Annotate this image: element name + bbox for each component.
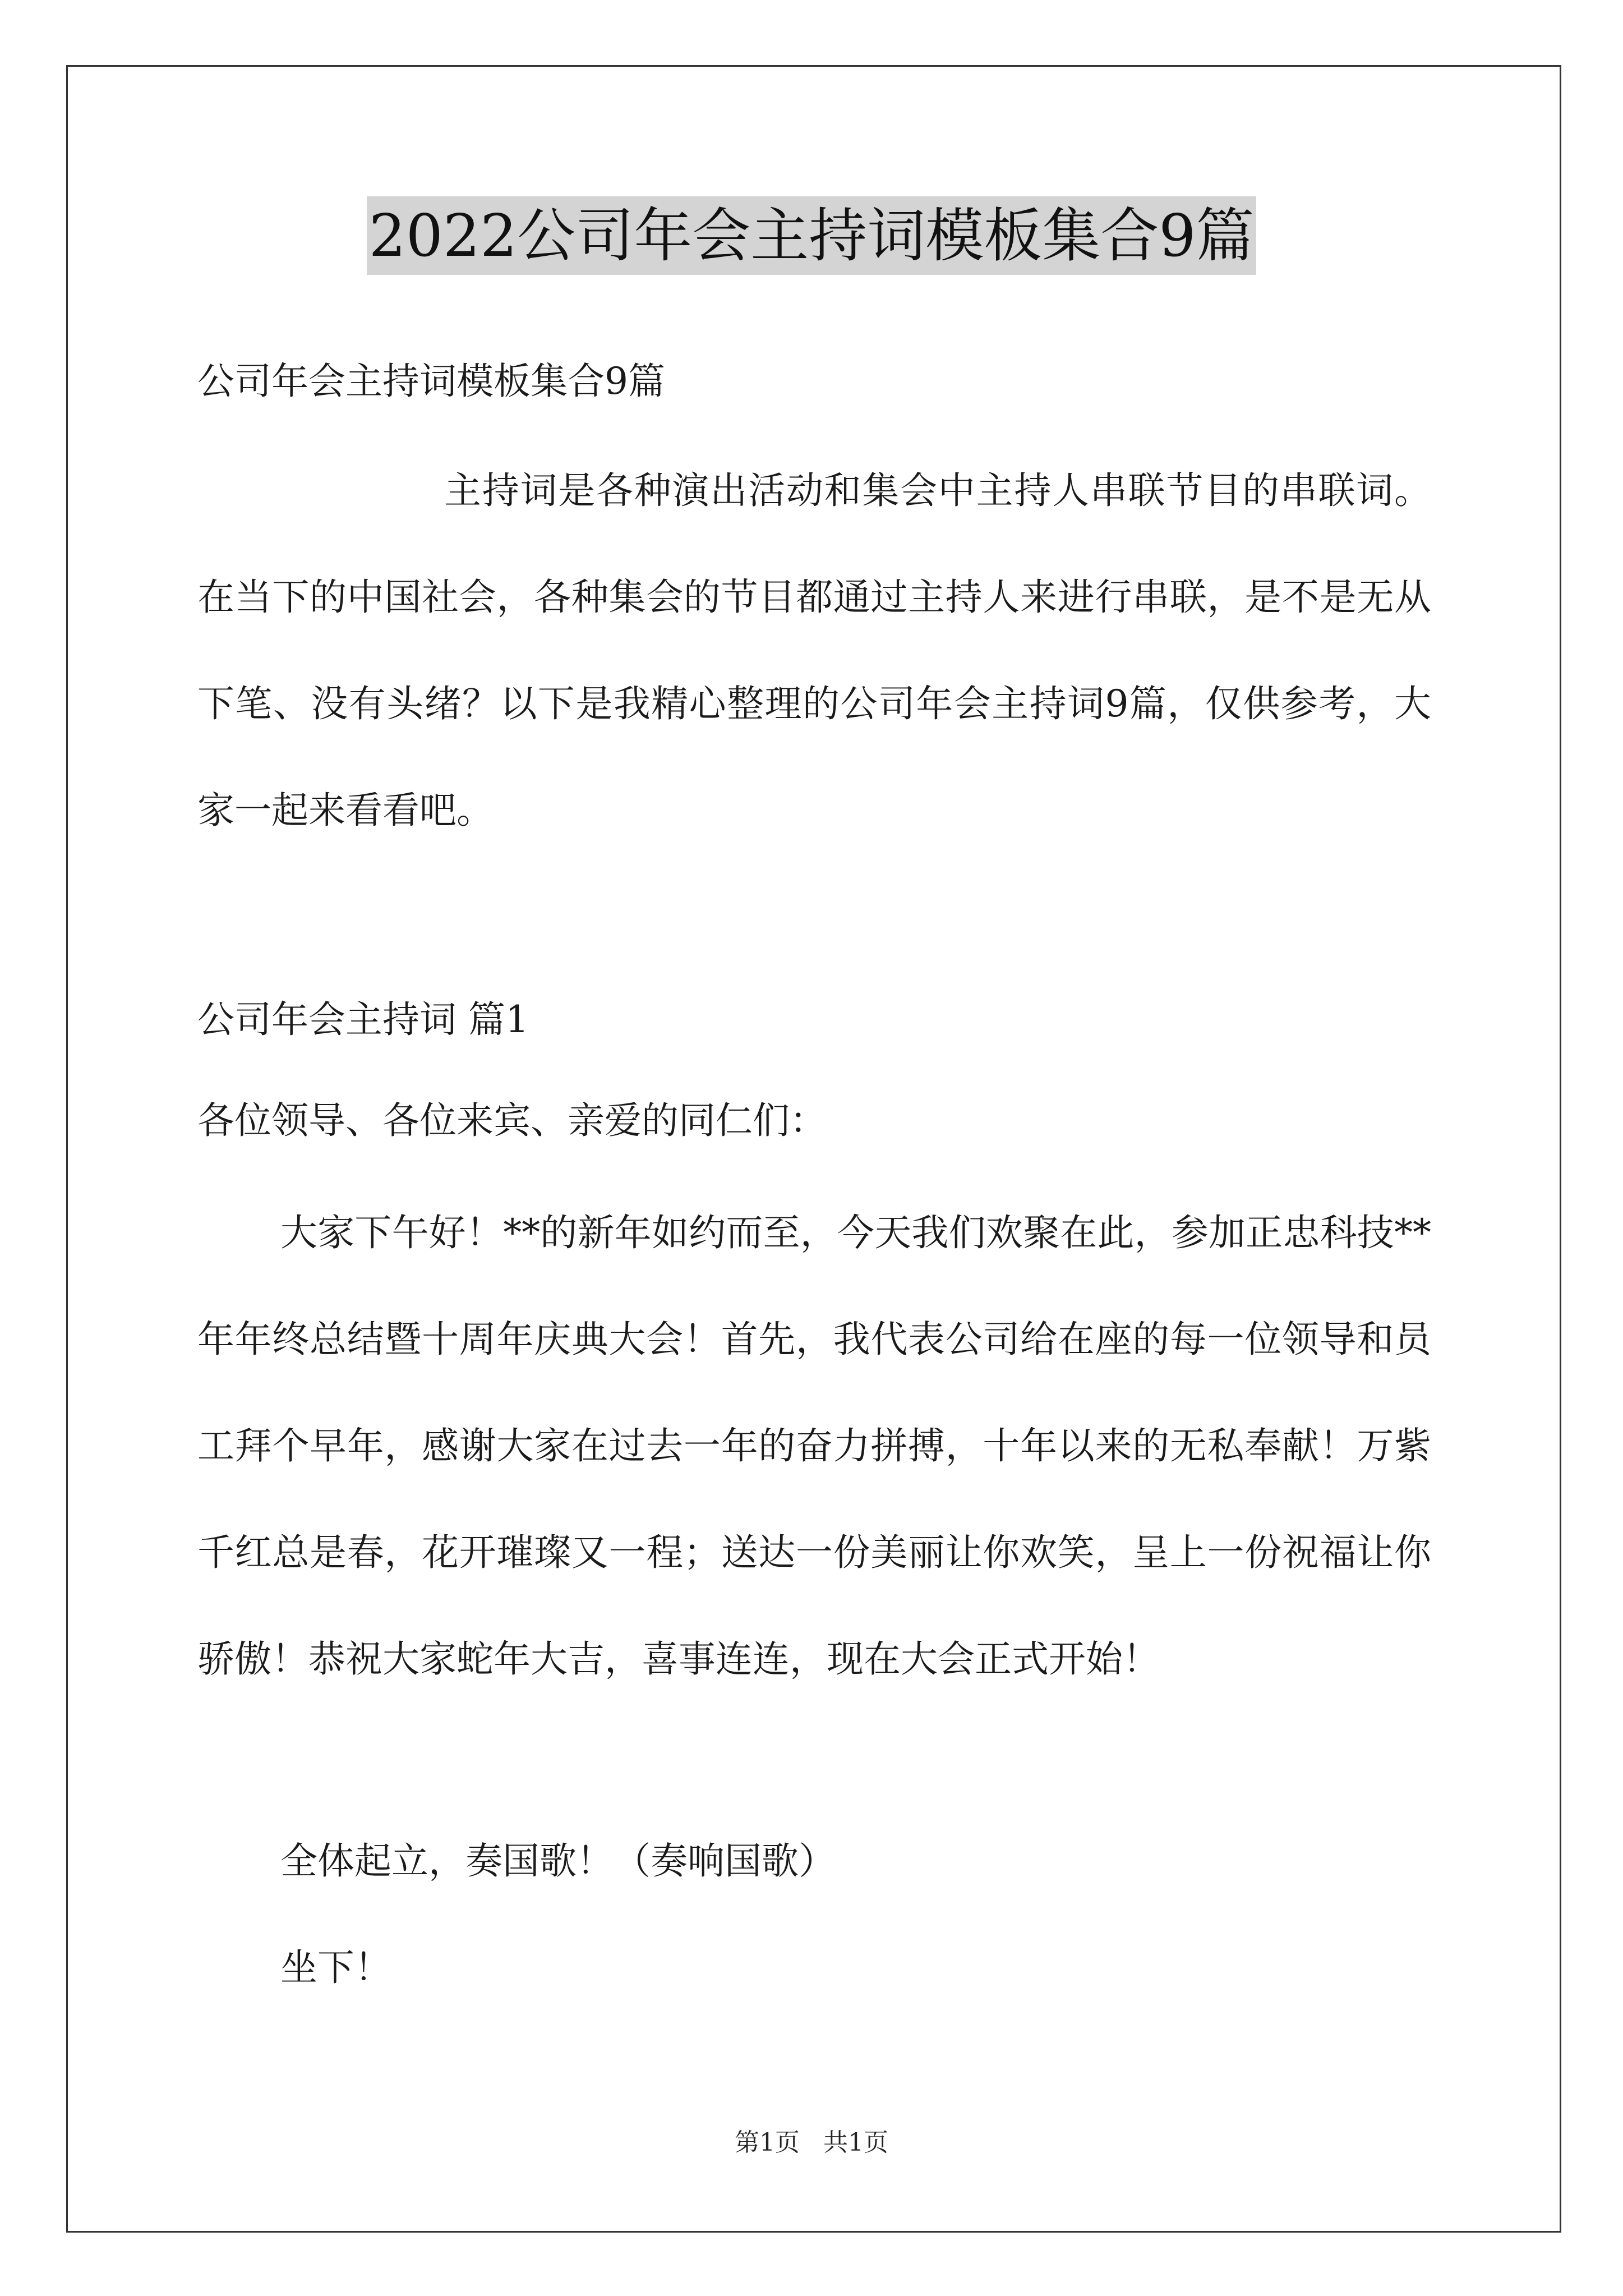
body-paragraph: 大家下午好！**的新年如约而至，今天我们欢聚在此，参加正忠科技**年年终总结暨十周年庆典大会！首先，我代表公司给在座的每一位领导和员工拜个早年，感谢大家在过去一年的奋力拼搏，十年以来的无私奉献！万紫千红总是春，花开璀璨又一程；送达一份美丽让你欢笑，呈上一份祝福让你骄傲！恭祝大家蛇年大吉，喜事连连，现在大会正式开始！	[197, 1211, 1431, 1681]
section-heading: 公司年会主持词 篇1	[197, 998, 529, 1041]
document-title: 2022公司年会主持词模板集合9篇	[367, 196, 1257, 275]
intro-paragraph: 主持词是各种演出活动和集会中主持人串联节目的串联词。在当下的中国社会，各种集会的节目都通过主持人来进行串联，是不是无从下笔、没有头绪？以下是我精心整理的公司年会主持词9篇，仅供参考，大家一起来看看吧。	[197, 469, 1431, 832]
sit-down-line: 坐下！	[280, 1946, 391, 1989]
title-container	[0, 196, 1623, 275]
page-footer: 第1页 共1页	[735, 2128, 888, 2157]
anthem-line: 全体起立，奏国歌！（奏响国歌）	[280, 1839, 836, 1883]
greeting-line: 各位领导、各位来宾、亲爱的同仁们：	[197, 1099, 827, 1142]
document-subtitle: 公司年会主持词模板集合9篇	[197, 360, 665, 403]
